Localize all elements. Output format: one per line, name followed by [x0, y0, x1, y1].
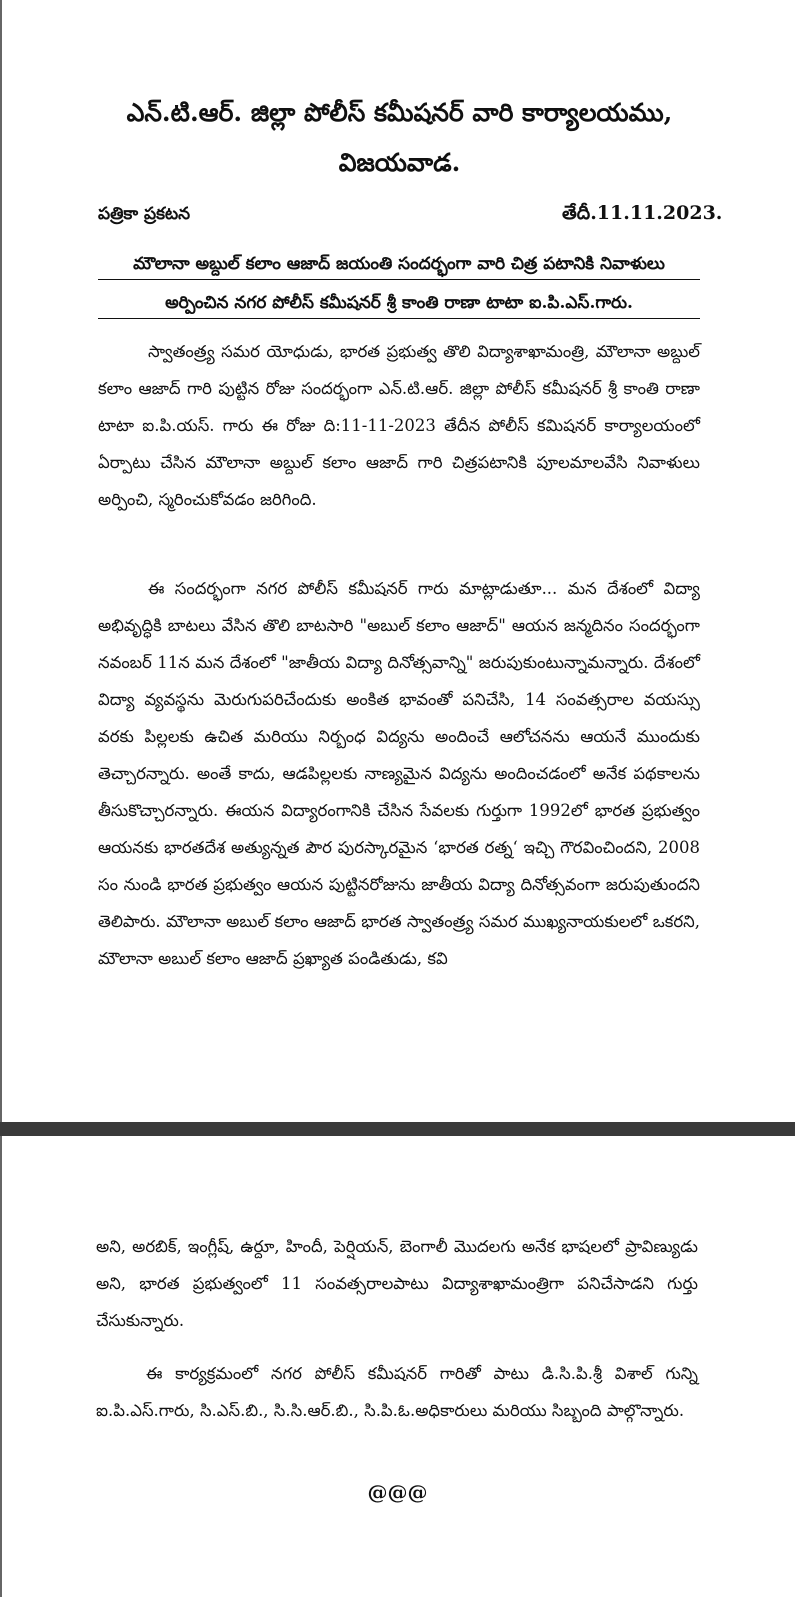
headline-line-2: అర్పించిన నగర పోలీస్ కమీషనర్ శ్రీ కాంతి రాణా టాటా ఐ.పి.ఎస్.గారు. — [98, 291, 700, 319]
body-paragraph-3: ఈ కార్యక్రమంలో నగర పోలీస్ కమీషనర్ గారితో పాటు డి.సి.పి.శ్రీ విశాల్ గున్ని ఐ.పి.ఎస్.గారు, సి.ఎస్.బి., సి.సి.ఆర్.బి., సి.పి.ఓ.అధికారులు మరియు సిబ్బంది పాల్గొన్నారు. — [96, 1364, 698, 1420]
body-paragraph-2: ఈ సందర్భంగా నగర పోలీస్ కమీషనర్ గారు మాట్లాడుతూ... మన దేశంలో విద్యా అభివృద్ధికి బాటలు వేసిన తొలి బాటసారి "అబుల్ కలాం ఆజాద్" ఆయన జన్మదినం సందర్భంగా నవంబర్ 11న మన దేశంలో "జాతీయ విద్యా దినోత్సవాన్ని" జరుపుకుంటున్నామన్నారు. దేశంలో విద్యా వ్యవస్థను మెరుగుపరిచేందుకు అంకిత భావంతో పనిచేసి, 14 సంవత్సరాల వయస్సు వరకు పిల్లలకు ఉచిత మరియు నిర్బంధ విద్యను అందించే ఆలోచనను ఆయనే ముందుకు తెచ్చారన్నారు. అంతే కాదు, ఆడపిల్లలకు నాణ్యమైన విద్యను అందించడంలో అనేక పథకాలను తీసుకొచ్చారన్నారు. ఈయన విద్యారంగానికి చేసిన సేవలకు గుర్తుగా 1992లో భారత ప్రభుత్వం ఆయనకు భారతదేశ అత్యున్నత పౌర పురస్కారమైన ‘భారత రత్న‘ ఇచ్చి గౌరవించిందని, 2008 సం నుండి భారత ప్రభుత్వం ఆయన పుట్టినరోజును జాతీయ విద్యా దినోత్సవంగా జరుపుతుందని తెలిపారు. మౌలానా అబుల్ కలాం ఆజాద్ భారత స్వాతంత్ర్య సమర ముఖ్యనాయకులలో ఒకరని, మౌలానా అబుల్ కలాం ఆజాద్ ప్రఖ్యాత పండితుడు, కవి — [98, 579, 700, 968]
office-title: ఎన్.టి.ఆర్. జిల్లా పోలీస్ కమీషనర్ వారి కార్యాలయము, — [126, 98, 673, 127]
press-release-label: పత్రికా ప్రకటన — [98, 204, 191, 224]
body-paragraph-2-continued: అని, అరబిక్, ఇంగ్లీష్, ఉర్దూ, హిందీ, పెర్షియన్, బెంగాలీ మొదలగు అనేక భాషలలో ప్రావిణ్యుడు అని, భారత ప్రభుత్వంలో 11 సంవత్సరాలపాటు విద్యాశాఖామంత్రిగా పనిచేసాడని గుర్తు చేసుకున్నారు. — [96, 1237, 698, 1330]
signoff-mark: @@@ — [367, 1480, 428, 1504]
headline-line-1: మౌలానా అబ్దుల్ కలాం ఆజాద్ జయంతి సందర్భంగా వారి చిత్ర పటానికి నివాళులు — [98, 252, 700, 280]
release-date: తేదీ.11.11.2023. — [562, 202, 723, 224]
office-city: విజయవాడ. — [338, 148, 461, 177]
body-paragraph-1: స్వాతంత్ర్య సమర యోధుడు, భారత ప్రభుత్వ తొలి విద్యాశాఖామంత్రి, మౌలానా అబ్దుల్ కలాం ఆజాద్ గారి పుట్టిన రోజు సందర్భంగా ఎన్.టి.ఆర్. జిల్లా పోలీస్ కమీషనర్ శ్రీ కాంతి రాణా టాటా ఐ.పి.యస్. గారు ఈ రోజు ది:11-11-2023 తేదీన పోలీస్ కమిషనర్ కార్యాలయంలో ఏర్పాటు చేసిన మౌలానా అబ్దుల్ కలాం ఆజాద్ గారి చిత్రపటానికి పూలమాలవేసి నివాళులు అర్పించి, స్మరించుకోవడం జరిగింది. — [98, 342, 700, 509]
